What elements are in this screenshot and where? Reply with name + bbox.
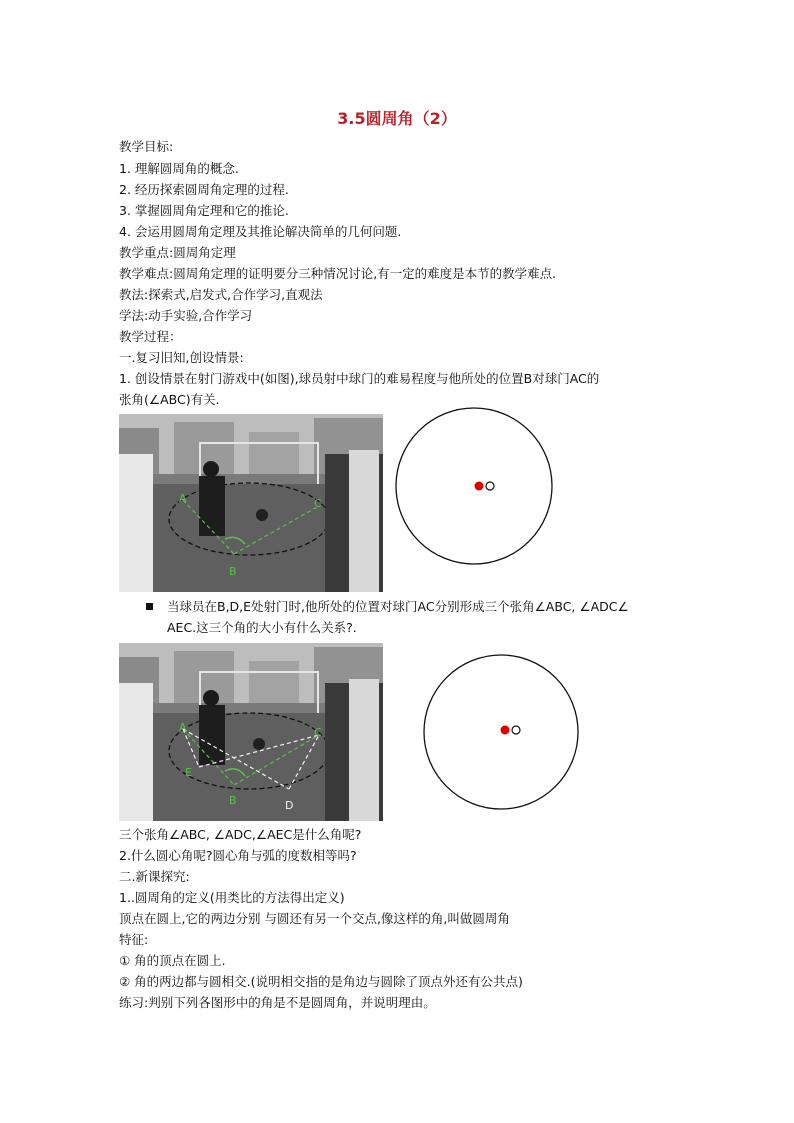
soccer-photo-1 [119,414,383,592]
objective-item: 2. 经历探索圆周角定理的过程. [119,182,289,197]
point-b-label: B [229,794,237,807]
question2: 2.什么圆心角呢?圆心角与弧的度数相等吗? [119,848,357,863]
difficulty: 教学难点:圆周角定理的证明要分三种情况讨论,有一定的难度是本节的教学难点. [119,266,557,281]
objective-item: 1. 理解圆周角的概念. [119,161,239,176]
question1: 三个张角∠ABC, ∠ADC,∠AEC是什么角呢? [119,827,362,842]
section1-heading: 一.复习旧知,创设情景: [119,350,244,365]
page-title: 3.5圆周角（2） [337,109,457,128]
objective-item: 4. 会运用圆周角定理及其推论解决简单的几何问题. [119,224,402,239]
definition-heading: 1..圆周角的定义(用类比的方法得出定义) [119,890,345,905]
hollow-point [512,726,520,734]
point-a-label: A [179,492,187,505]
center-dot [475,482,484,491]
point-e-label: E [185,766,192,779]
soccer-photo-2 [119,643,383,821]
definition-text: 顶点在圆上,它的两边分别 与圆还有另一个交点,像这样的角,叫做圆周角 [119,911,510,926]
point-b-label: B [229,565,237,578]
exercise: 练习:判别下列各图形中的角是不是圆周角，并说明理由。 [119,995,436,1010]
scenario-line2: 张角(∠ABC)有关. [119,392,220,407]
point-a-label: A [179,721,187,734]
objectives-heading: 教学目标: [119,139,174,154]
bullet-line1: 当球员在B,D,E处射门时,他所处的位置对球门AC分别形成三个张角∠ABC, ∠ADC∠ [167,599,629,614]
process-heading: 教学过程： [119,329,182,344]
feature-1: ① 角的顶点在圆上. [119,953,226,968]
point-c-label: C [314,726,322,739]
objective-item: 3. 掌握圆周角定理和它的推论. [119,203,289,218]
point-c-label: C [314,497,322,510]
learning-method: 学法:动手实验,合作学习 [119,308,253,323]
circle-figure-1 [393,405,557,569]
center-dot [501,726,510,735]
scenario-line1: 1. 创设情景在射门游戏中(如图),球员射中球门的难易程度与他所处的位置B对球门AC的 [119,371,600,386]
features-heading: 特征: [119,932,149,947]
circle-figure-2 [421,652,583,814]
bullet-square-icon [146,603,153,610]
hollow-point [486,482,494,490]
teaching-method: 教法:探索式,启发式,合作学习,直观法 [119,287,323,302]
circle-outline [396,408,552,564]
bullet-line2: AEC.这三个角的大小有什么关系?. [167,620,357,635]
section2-heading: 二.新课探究: [119,869,190,884]
point-d-label: D [285,799,294,812]
feature-2: ② 角的两边都与圆相交.(说明相交指的是角边与圆除了顶点外还有公共点) [119,974,523,989]
key-point: 教学重点:圆周角定理 [119,245,236,260]
